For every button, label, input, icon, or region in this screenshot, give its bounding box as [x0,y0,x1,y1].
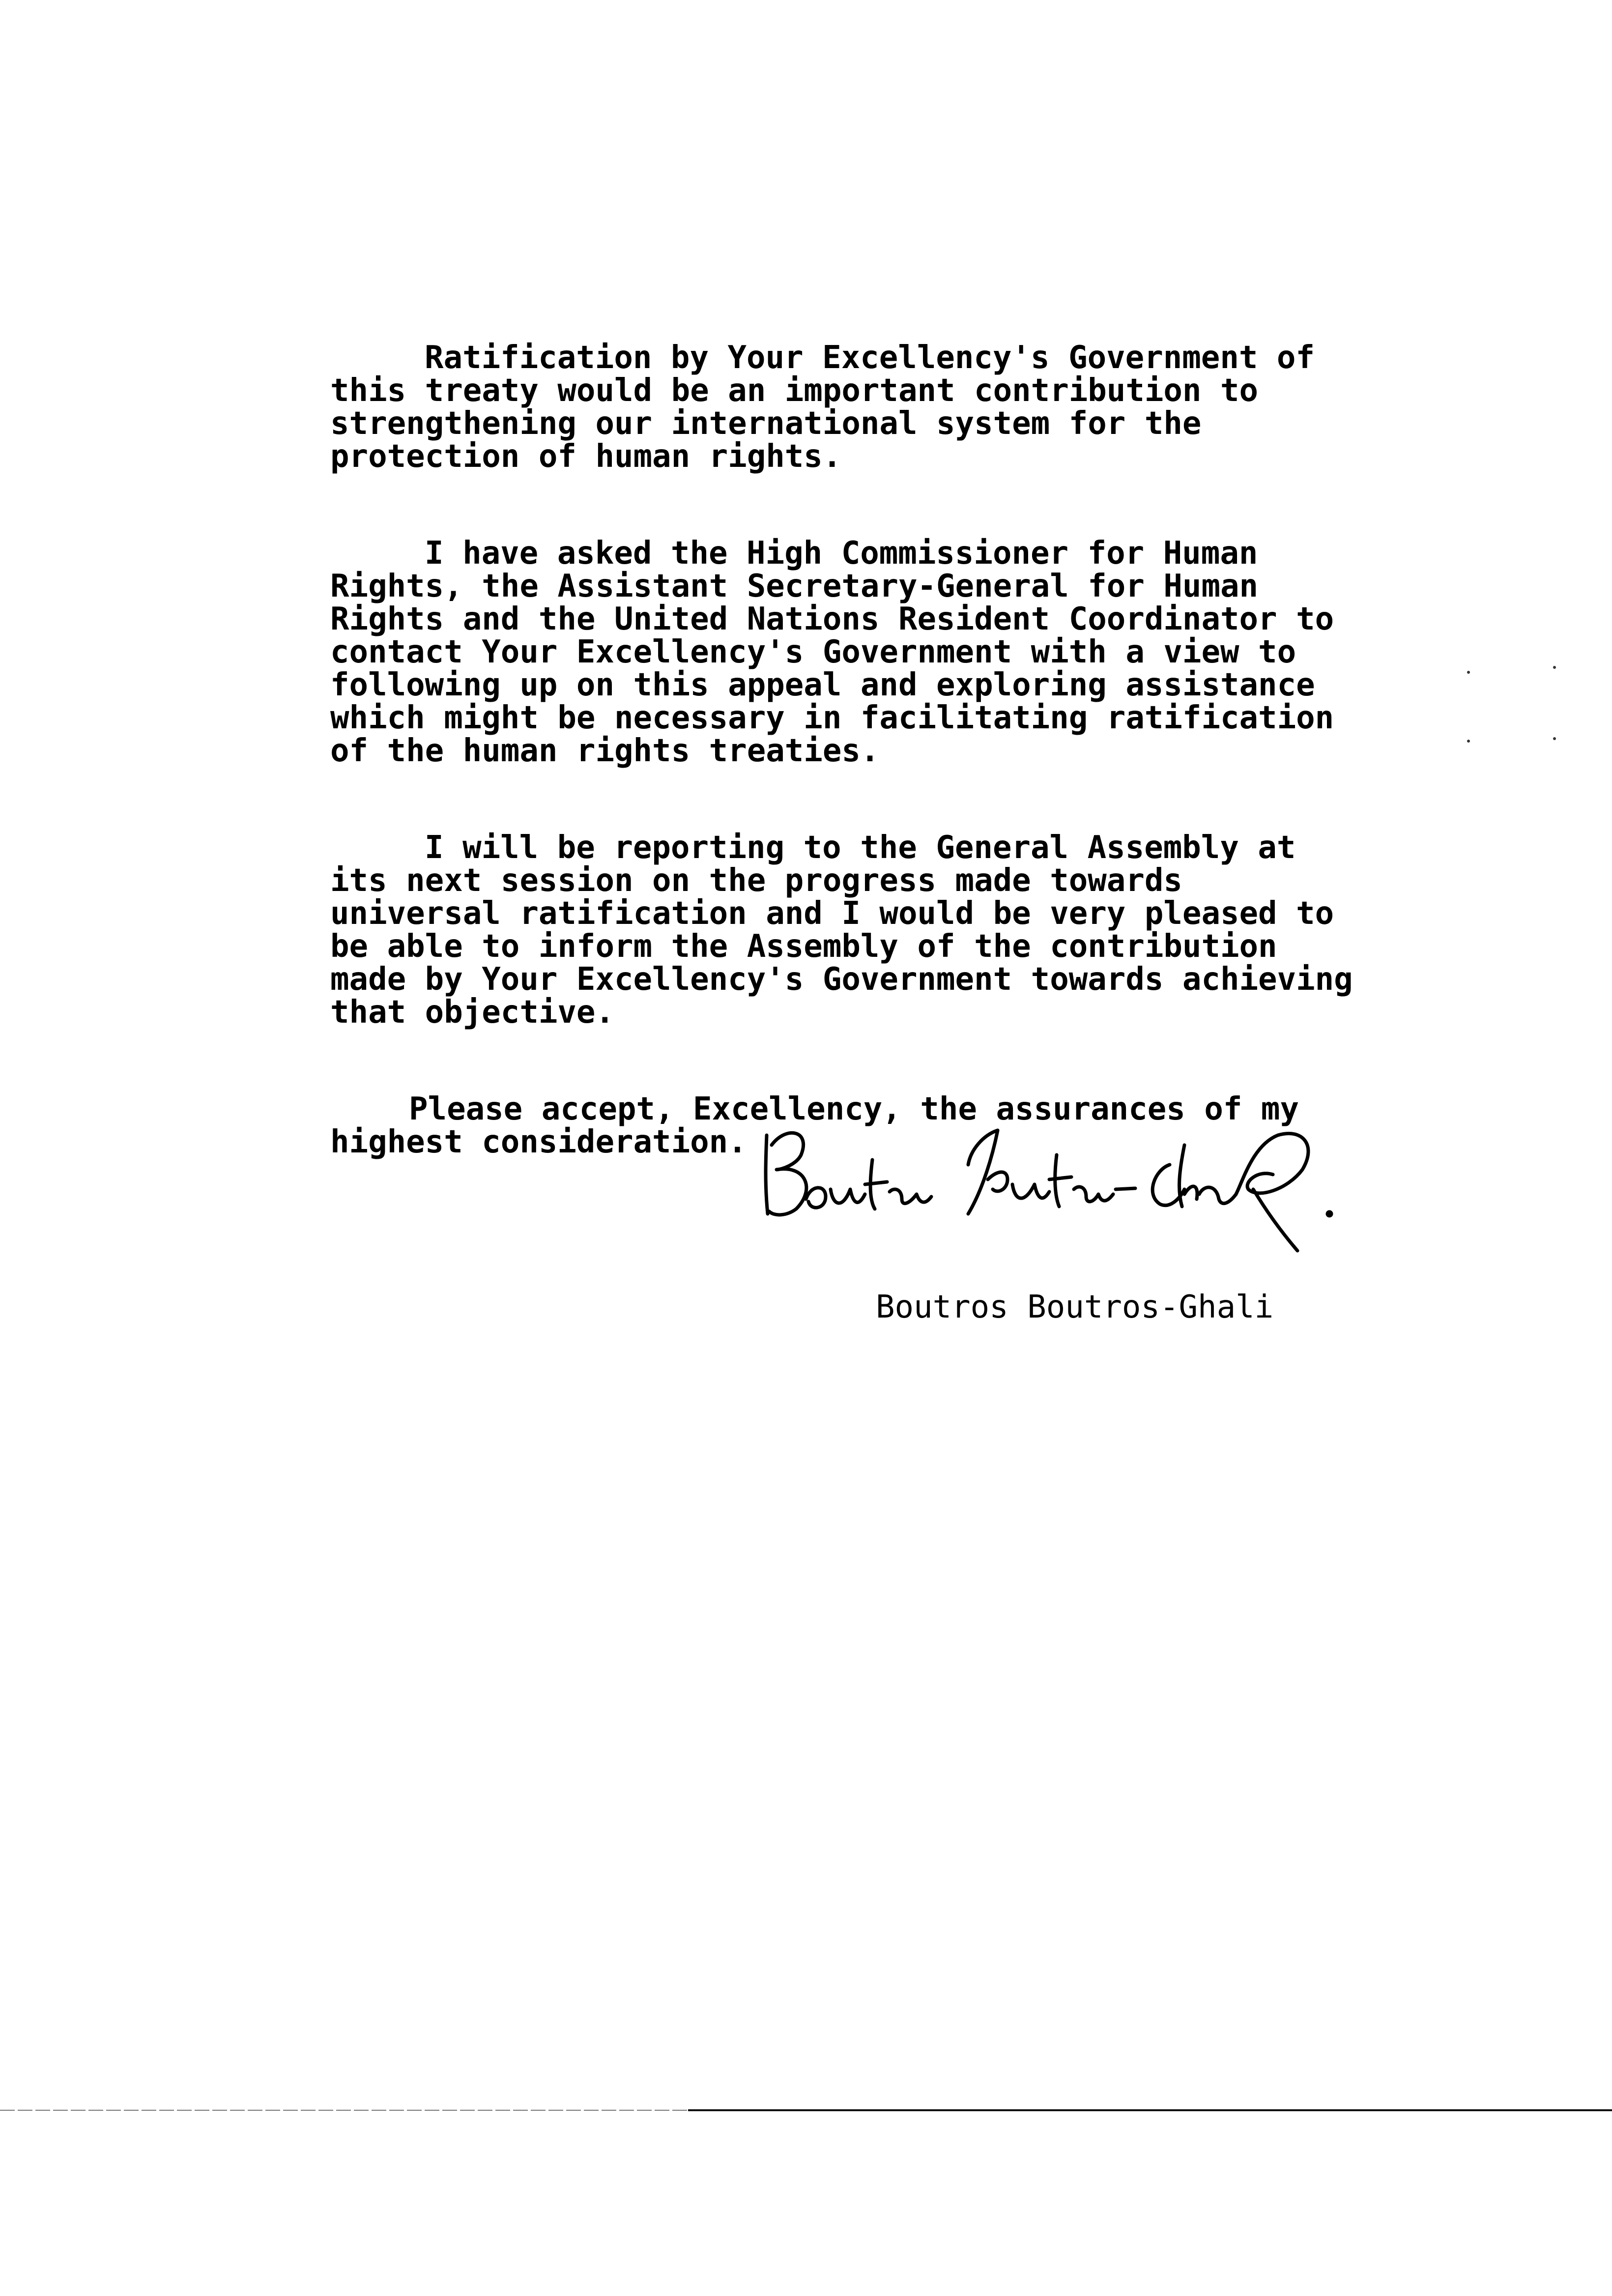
scan-speck [1553,737,1556,740]
paragraph-text: Please accept, Excellency, the assurances of my highest consideration. [330,1091,1299,1160]
paragraph-text: I will be reporting to the General Assembly at its next session on the progress made towards universal ratification and I would be very pleased to be able to inform the Assembly of the contribution made by Your Excellency's Government towards achieving that objective. [330,830,1353,1031]
paragraph-general-assembly [330,832,1441,1029]
scan-edge-line [0,2108,1612,2112]
scan-speck [1467,740,1470,743]
paragraph-high-commissioner [330,537,1441,768]
paragraph-text: Ratification by Your Excellency's Government of this treaty would be an important contribution to strengthening our international system for the protection of human rights. [330,340,1315,475]
signer-name: Boutros Boutros-Ghali [876,1289,1274,1325]
scan-speck [1553,666,1556,669]
letter-body [330,342,1441,1223]
paragraph-ratification [330,342,1441,473]
scan-speck [1467,671,1470,674]
paragraph-text: I have asked the High Commissioner for Human Rights, the Assistant Secretary-General for Human Rights and the United Nations Resident Coordinator to contact Your Excellency's Government with a view to following up on this appeal and exploring assistance which might be necessary in facilitating ratification of the human rights treaties. [330,535,1334,769]
handwritten-signature [752,1116,1391,1258]
